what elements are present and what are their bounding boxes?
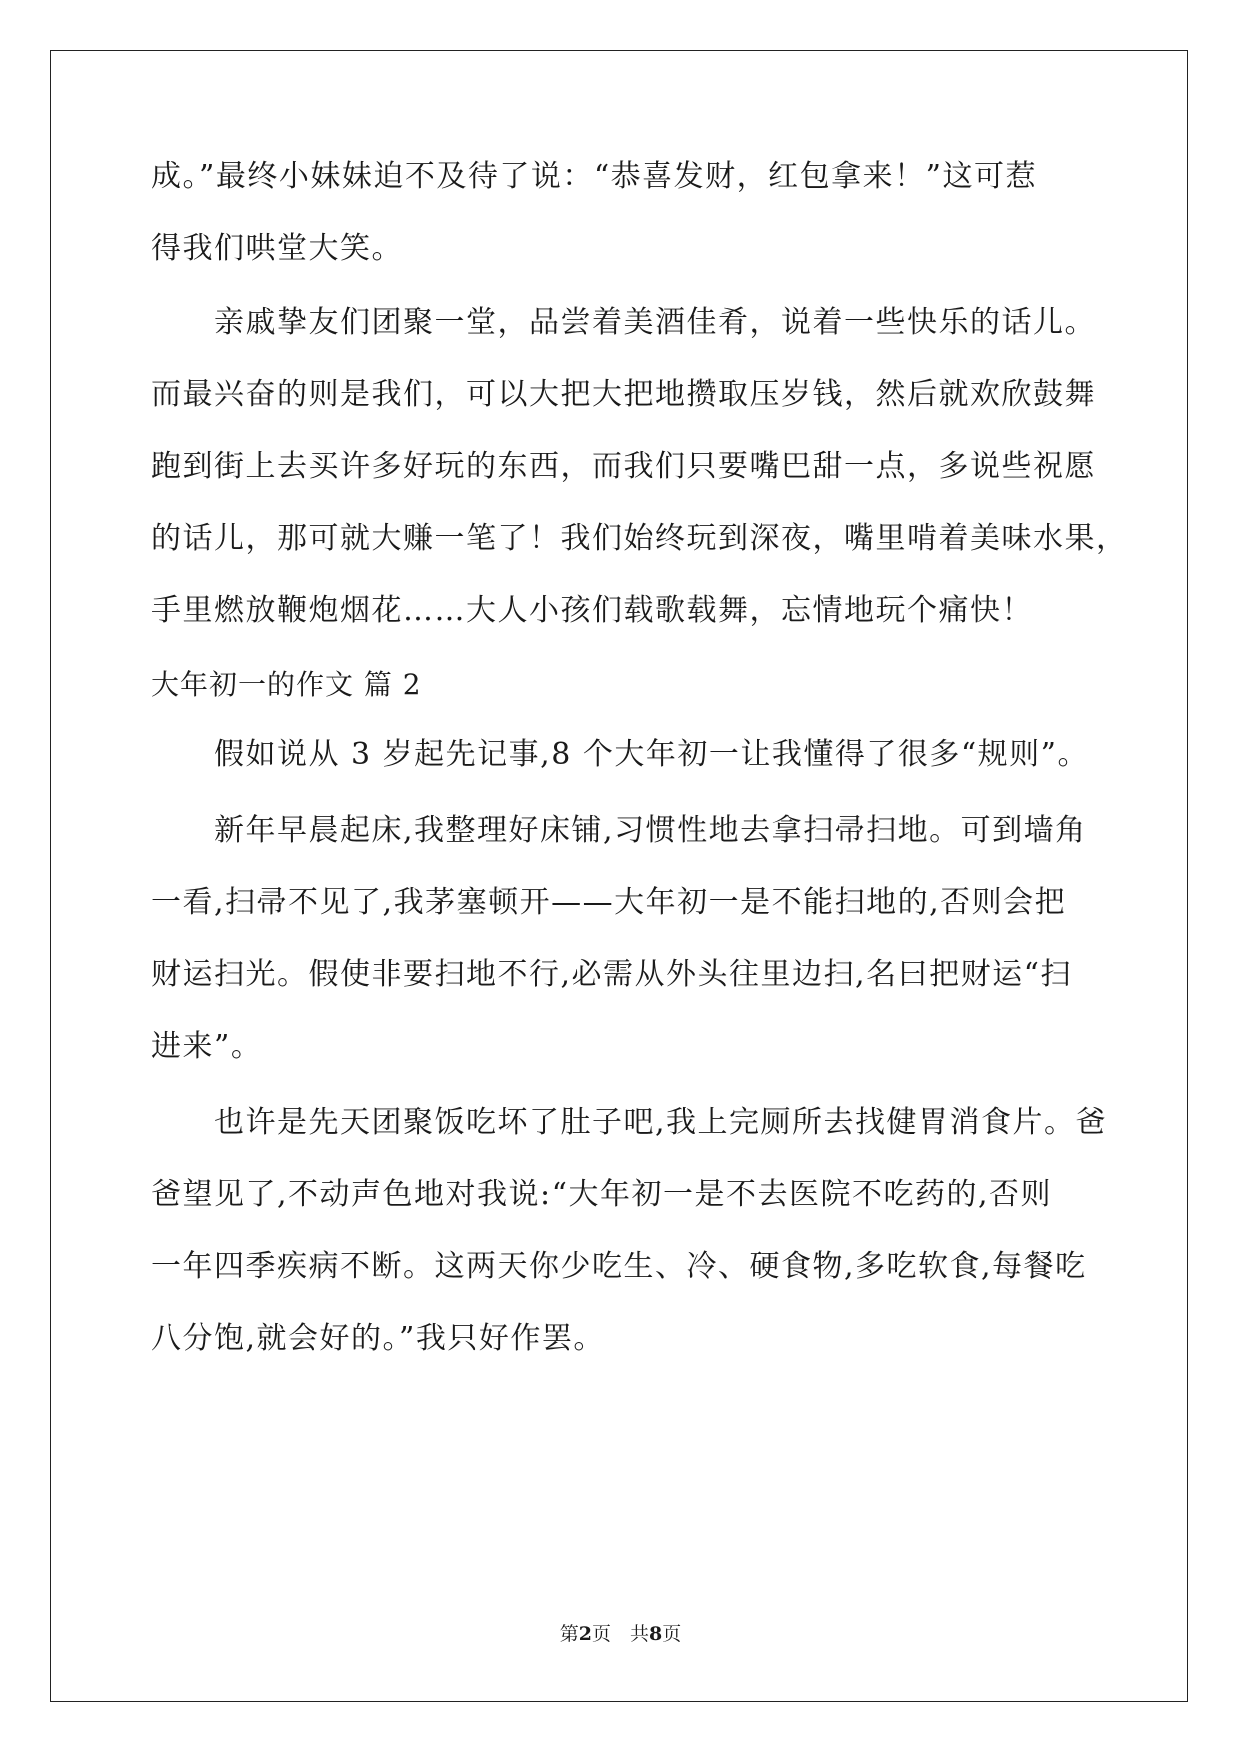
- paragraph-line: 得我们哄堂大笑。: [151, 231, 403, 266]
- paragraph-line: 八分饱,就会好的。”我只好作罢。: [151, 1321, 605, 1356]
- paragraph-line: 跑到街上去买许多好玩的东西，而我们只要嘴巴甜一点，多说些祝愿: [151, 449, 1096, 484]
- paragraph-line: 新年早晨起床,我整理好床铺,习惯性地去拿扫帚扫地。可到墙角: [214, 813, 1087, 848]
- paragraph-line: 假如说从 3 岁起先记事,8 个大年初一让我懂得了很多“规则”。: [214, 737, 1089, 772]
- paragraph-line: 也许是先天团聚饭吃坏了肚子吧,我上完厕所去找健胃消食片。爸: [214, 1105, 1108, 1140]
- paragraph-line: 亲戚挚友们团聚一堂，品尝着美酒佳肴，说着一些快乐的话儿。: [214, 305, 1096, 340]
- paragraph-line: 进来”。: [151, 1029, 263, 1064]
- paragraph-line: 成。”最终小妹妹迫不及待了说：“恭喜发财，红包拿来！”这可惹: [151, 159, 1038, 194]
- total-page-number: 8: [649, 1623, 663, 1645]
- paragraph-line: 财运扫光。假使非要扫地不行,必需从外头往里边扫,名曰把财运“扫: [151, 957, 1072, 992]
- paragraph-line: 一年四季疾病不断。这两天你少吃生、冷、硬食物,多吃软食,每餐吃: [151, 1249, 1087, 1284]
- section-heading: 大年初一的作文 篇 2: [151, 668, 422, 701]
- paragraph-line: 手里燃放鞭炮烟花……大人小孩们载歌载舞，忘情地玩个痛快！: [151, 593, 1033, 628]
- paragraph-line: 一看,扫帚不见了,我茅塞顿开——大年初一是不能扫地的,否则会把: [151, 885, 1067, 920]
- current-page-number: 2: [578, 1623, 592, 1645]
- page-number-middle: 页 共: [591, 1623, 649, 1645]
- page-footer: [0, 1622, 1241, 1646]
- page-number-prefix: 第: [559, 1623, 579, 1645]
- paragraph-line: 的话儿，那可就大赚一笔了！我们始终玩到深夜，嘴里啃着美味水果，: [151, 521, 1128, 556]
- paragraph-line: 而最兴奋的则是我们，可以大把大把地攒取压岁钱，然后就欢欣鼓舞: [151, 377, 1096, 412]
- paragraph-line: 爸望见了,不动声色地对我说:“大年初一是不去医院不吃药的,否则: [151, 1177, 1053, 1212]
- page-border: [50, 50, 1188, 1702]
- page-number-suffix: 页: [662, 1623, 682, 1645]
